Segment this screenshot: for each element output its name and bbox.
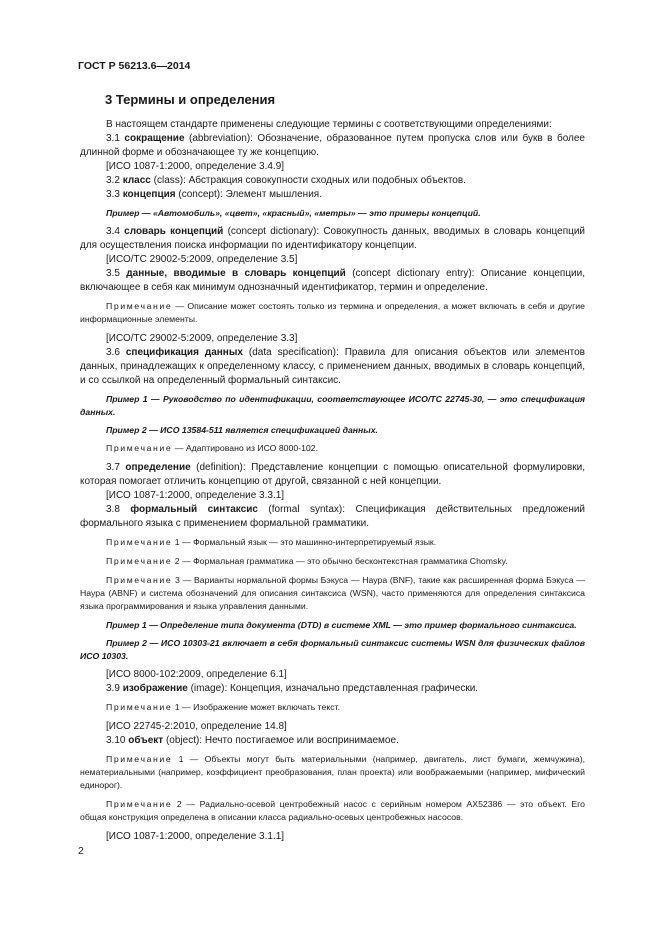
term-3-3 [80, 188, 585, 202]
standard-header: ГОСТ Р 56213.6—2014 [78, 60, 191, 72]
note-label: Примечание [106, 754, 173, 764]
term-name: класс [122, 175, 151, 186]
term-reference: [ИСО 22745-2:2010, определение 14.8] [106, 721, 287, 732]
term-name: формальный синтаксис [130, 504, 258, 515]
note-label: Примечание [106, 799, 173, 809]
term-3-8 [80, 503, 585, 531]
note-text [80, 753, 585, 792]
note-body: 1 — Изображение может включать текст. [174, 702, 341, 712]
note-text [80, 300, 585, 326]
note-body: — Описание может состоять только из термина и определения, а может включать в себя и другие информационные элементы. [80, 301, 585, 324]
term-number: 3.7 [106, 462, 120, 473]
term-definition: (definition): Представление концепции с помощью описательной формулировки, которая помогает отличить концепцию от другой, связанной с ней концепции. [80, 462, 586, 487]
term-number: 3.3 [106, 189, 120, 200]
term-definition: (concept dictionary): Совокупность данных, вводимых в словарь концепций для осуществления поиска информации по идентификатору концепции. [80, 226, 586, 251]
term-reference: [ИСО 1087-1:2000, определение 3.1.1] [106, 831, 285, 842]
term-definition: (abbreviation): Обозначение, образованное путем пропуска слов или букв в более длинной форме и обозначающее ту же концепцию. [80, 133, 585, 158]
note-label: Примечание [106, 443, 173, 453]
note-body: 2 — Радиально-осевой центробежный насос с серийным номером AX52386 — это объект. Его общая конструкция определена в описании класса радиально-осевых центробежных насосов. [80, 799, 585, 822]
note-body: — Адаптировано из ИСО 8000-102. [174, 443, 318, 453]
term-name: сокращение [124, 133, 185, 144]
term-definition: (concept): Элемент мышления. [178, 189, 322, 200]
term-reference: [ИСО/ТС 29002-5:2009, определение 3.3] [106, 333, 298, 344]
note-label: Примечание [106, 575, 173, 585]
term-reference: [ИСО 8000-102:2009, определение 6.1] [106, 669, 287, 680]
intro-text: В настоящем стандарте применены следующие термины с соответствующими определениями: [106, 119, 552, 130]
example-text: Пример 1 — Руководство по идентификации, соответствующее ИСО/ТС 22745-30, — это спецификация данных. [80, 394, 585, 417]
term-definition: (concept dictionary entry): Описание концепции, включающее в себя как минимум однозначный идентификатор, термин и определение. [80, 268, 586, 293]
note-text [80, 701, 585, 714]
term-number: 3.1 [106, 133, 120, 144]
note-text [80, 574, 585, 613]
term-3-10 [80, 734, 585, 748]
document-body [80, 118, 585, 844]
note-text [80, 442, 585, 455]
note-text [80, 798, 585, 824]
term-name: спецификация данных [125, 347, 243, 358]
term-3-9 [80, 682, 585, 696]
term-definition: (data specification): Правила для описания объектов или элементов данных, принадлежащих к определенному классу, с применением данных, вводимых в словарь концепций, и со ссылкой на определенный формальный синтаксис. [80, 347, 585, 386]
term-name: словарь концепций [124, 226, 224, 237]
note-body: 3 — Варианты нормальной формы Бэкуса — Наура (BNF), такие как расширенная форма Бэкуса — Наура (ABNF) и система обозначений для описания синтаксиса (WSN), часто применяются для определения синтаксиса языка программирования и языка управления данными. [80, 575, 585, 611]
term-reference: [ИСО 1087-1:2000, определение 3.3.1] [106, 490, 285, 501]
term-3-5 [80, 267, 585, 295]
example-text: Пример — «Автомобиль», «цвет», «красный», «метры» — это примеры концепций. [106, 208, 481, 218]
section-title: 3 Термины и определения [105, 92, 276, 107]
note-text [80, 536, 585, 549]
term-name: объект [128, 735, 164, 746]
note-body: 2 — Формальная грамматика — это обычно бесконтекстная грамматика Chomsky. [174, 556, 508, 566]
note-label: Примечание [106, 702, 173, 712]
term-name: концепция [122, 189, 176, 200]
example-text: Пример 2 — ИСО 10303-21 включает в себя формальный синтаксис системы WSN для физических файлов ИСО 10303. [80, 638, 585, 661]
note-label: Примечание [106, 537, 173, 547]
note-label: Примечание [106, 301, 173, 311]
term-number: 3.4 [106, 226, 120, 237]
term-number: 3.2 [106, 175, 120, 186]
term-number: 3.8 [106, 504, 120, 515]
note-body: 1 — Объекты могут быть материальными (например, двигатель, лист бумаги, жемчужина), нематериальными (например, коэффициент преобразования, план проекта) или воображаемыми (например, мифический единорог). [80, 754, 585, 790]
note-text [80, 555, 585, 568]
term-3-6 [80, 346, 585, 388]
note-label: Примечание [106, 556, 173, 566]
page-number: 2 [78, 845, 84, 857]
term-number: 3.10 [106, 735, 126, 746]
term-3-4 [80, 225, 585, 253]
term-3-2 [80, 174, 585, 188]
term-number: 3.5 [106, 268, 120, 279]
term-definition: (image): Концепция, изначально представленная графически. [190, 683, 479, 694]
term-3-1 [80, 132, 585, 160]
term-name: определение [125, 462, 191, 473]
term-definition: (class): Абстракция совокупности сходных или подобных объектов. [153, 175, 466, 186]
term-name: изображение [122, 683, 188, 694]
term-reference: [ИСО 1087-1:2000, определение 3.4.9] [106, 161, 285, 172]
term-number: 3.9 [106, 683, 120, 694]
term-number: 3.6 [106, 347, 120, 358]
term-reference: [ИСО/ТС 29002-5:2009, определение 3.5] [106, 254, 298, 265]
example-text: Пример 1 — Определение типа документа (DTD) в системе XML — это пример формального синтаксиса. [106, 620, 577, 630]
term-definition: (formal syntax): Спецификация действительных предложений формального языка с применением формальной грамматики. [80, 504, 586, 529]
term-name: данные, вводимые в словарь концепций [126, 268, 346, 279]
term-3-7 [80, 461, 585, 489]
note-body: 1 — Формальный язык — это машинно-интерпретируемый язык. [174, 537, 437, 547]
example-text: Пример 2 — ИСО 13584-511 является спецификацией данных. [106, 425, 378, 435]
term-definition: (object): Нечто постигаемое или воспринимаемое. [165, 735, 399, 746]
